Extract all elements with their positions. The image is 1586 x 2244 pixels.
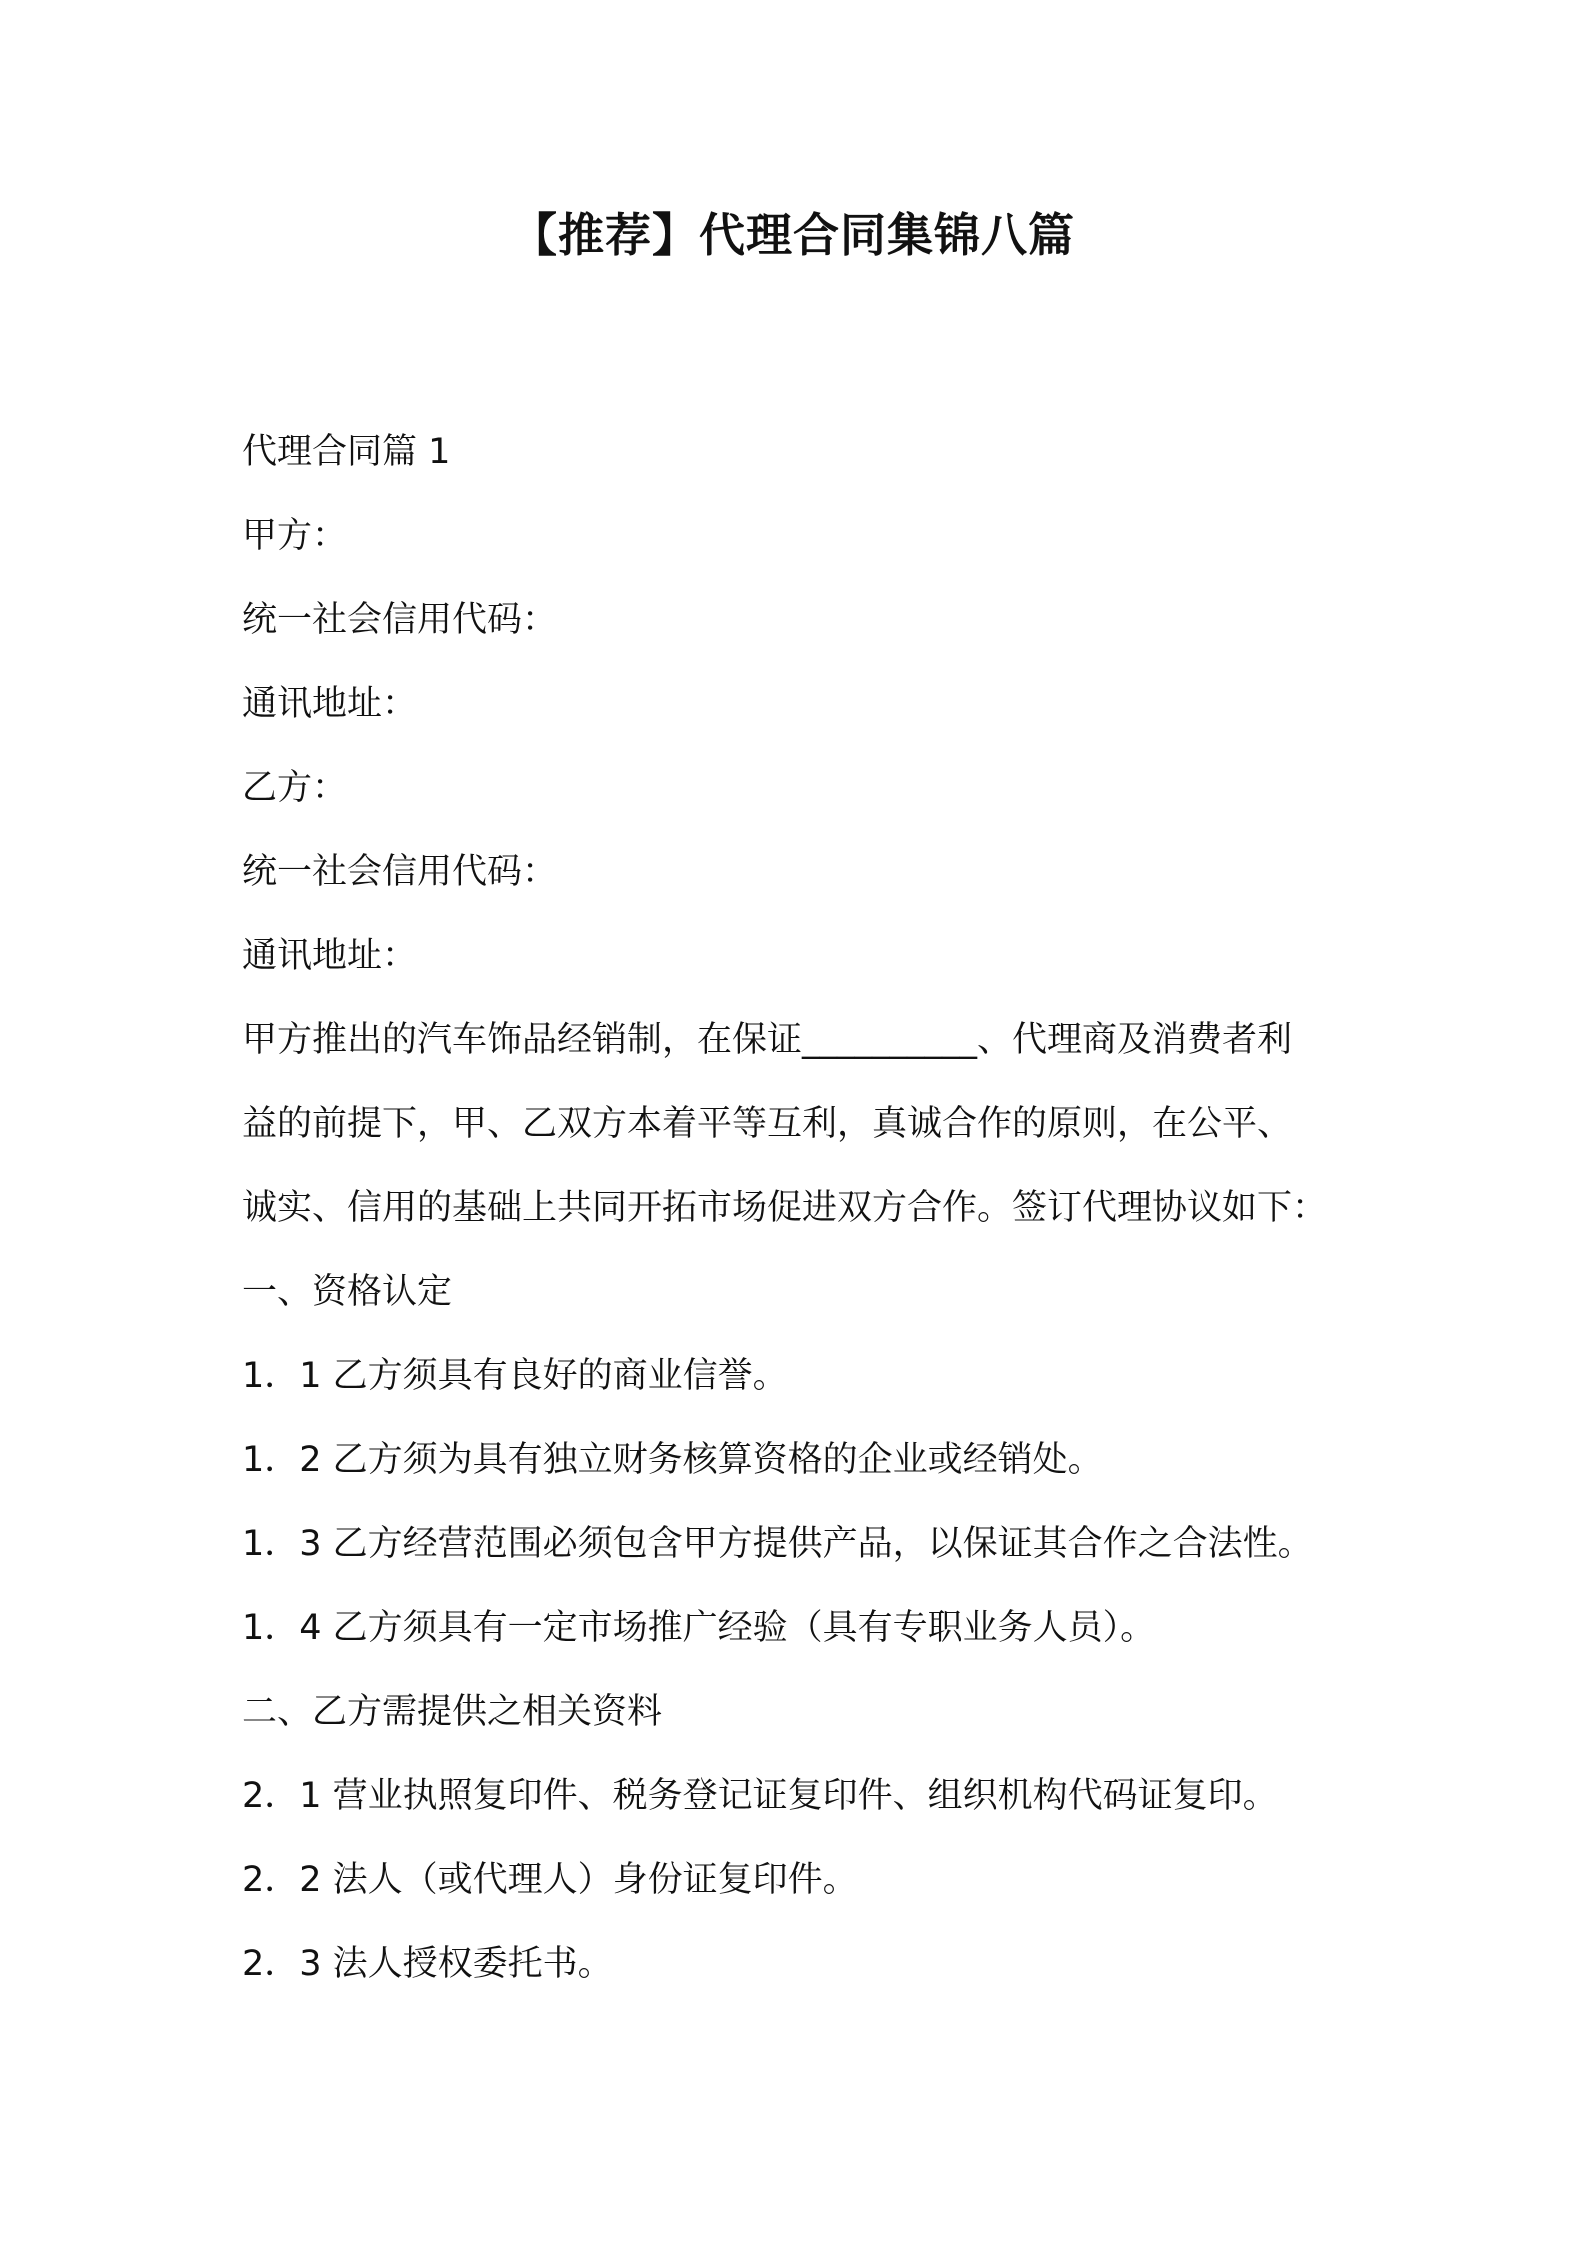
document-title: 【推荐】代理合同集锦八篇 (511, 208, 1075, 262)
document-body (242, 410, 1382, 2006)
party-b-credit-code-label: 统一社会信用代码： (242, 852, 558, 892)
party-a-address-label: 通讯地址： (242, 684, 418, 724)
clause-item: 2．1 营业执照复印件、税务登记证复印件、组织机构代码证复印。 (242, 1776, 1278, 1816)
party-b-address-label: 通讯地址： (242, 936, 418, 976)
party-a-credit-code-label: 统一社会信用代码： (242, 600, 558, 640)
clause-item: 1．1 乙方须具有良好的商业信誉。 (242, 1356, 788, 1396)
clause-item: 1．4 乙方须具有一定市场推广经验（具有专职业务人员）。 (242, 1608, 1156, 1648)
clause-item: 1．3 乙方经营范围必须包含甲方提供产品，以保证其合作之合法性。 (242, 1524, 1313, 1564)
clause-item: 2．3 法人授权委托书。 (242, 1944, 613, 1984)
clause-item: 2．2 法人（或代理人）身份证复印件。 (242, 1860, 858, 1900)
party-b-label: 乙方： (242, 768, 348, 808)
clause-item: 1．2 乙方须为具有独立财务核算资格的企业或经销处。 (242, 1440, 1103, 1480)
intro-paragraph-line: 益的前提下，甲、乙双方本着平等互利，真诚合作的原则，在公平、 (242, 1104, 1293, 1144)
section-heading: 代理合同篇 1 (242, 432, 451, 472)
clause-heading: 一、资格认定 (242, 1272, 453, 1312)
intro-paragraph-line: 甲方推出的汽车饰品经销制，在保证__________、代理商及消费者利 (242, 1020, 1293, 1060)
intro-paragraph-line: 诚实、信用的基础上共同开拓市场促进双方合作。签订代理协议如下： (242, 1188, 1328, 1228)
party-a-label: 甲方： (242, 516, 348, 556)
clause-heading: 二、乙方需提供之相关资料 (242, 1692, 663, 1732)
